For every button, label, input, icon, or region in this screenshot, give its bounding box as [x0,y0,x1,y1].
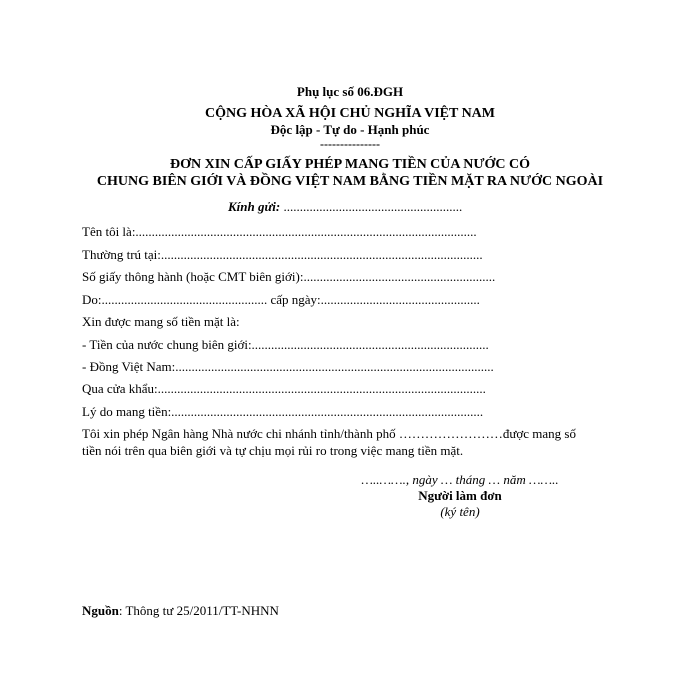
recipient-line [228,199,462,215]
signature-note: (ký tên) [440,504,480,519]
form-title-line1: ĐƠN XIN CẤP GIẤY PHÉP MANG TIỀN CỦA NƯỚC CÓ [170,157,530,172]
national-motto: Độc lập - Tự do - Hạnh phúc [270,122,430,137]
field-passport: Số giấy thông hành (hoặc CMT biên giới):........................................................... [82,269,496,284]
request-line2: tiền nói trên qua biên giới và tự chịu mọi rủi ro trong việc mang tiền mặt. [82,443,464,458]
country-name: CỘNG HÒA XÃ HỘI CHỦ NGHĨA VIỆT NAM [204,106,495,121]
source-label: Nguồn [82,603,119,618]
recipient-blank: ....................................................... [280,199,463,214]
request-line1: Tôi xin phép Ngân hàng Nhà nước chi nhánh tỉnh/thành phố ……………………được mang số [82,426,576,441]
form-title-line2: CHUNG BIÊN GIỚI VÀ ĐỒNG VIỆT NAM BẰNG TIỀN MẶT RA NƯỚC NGOÀI [96,174,604,189]
field-foreign-currency: - Tiền của nước chung biên giới:......................................................................... [82,337,489,352]
header-separator: --------------- [320,137,380,151]
field-reason: Lý do mang tiền:................................................................................................ [82,404,484,419]
field-vnd: - Đồng Việt Nam:.................................................................................................. [82,359,494,374]
field-amount-label: Xin được mang số tiền mặt là: [82,314,240,329]
appendix-number: Phụ lục số 06.ĐGH [296,84,404,99]
field-issued-by: Do:................................................... cấp ngày:................................................. [82,292,480,307]
source-text: : Thông tư 25/2011/TT-NHNN [118,603,279,618]
signature-date: …..……., ngày … tháng … năm …….. [361,472,559,487]
recipient-label: Kính gửi: [228,199,281,214]
field-name: Tên tôi là:......................................................................................................... [82,224,477,239]
field-residence: Thường trú tại:................................................................................................... [82,247,483,262]
field-border-gate: Qua cửa khẩu:..................................................................................................... [82,381,486,396]
source-line [82,603,279,619]
signer-title: Người làm đơn [418,488,502,503]
